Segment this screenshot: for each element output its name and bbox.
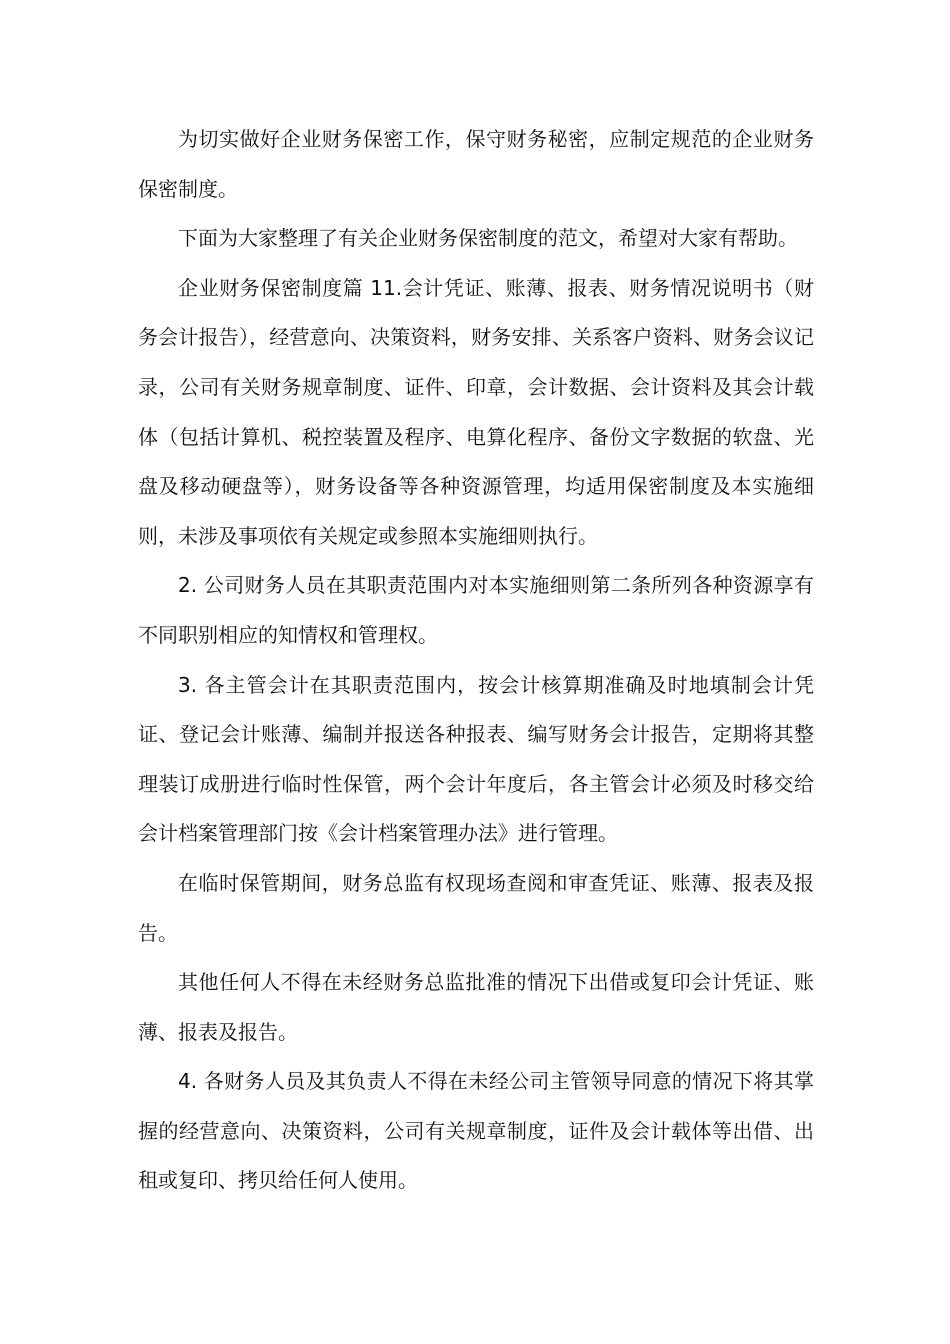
document-body	[138, 115, 814, 1206]
paragraph-item-2: 2. 公司财务人员在其职责范围内对本实施细则第二条所列各种资源享有不同职别相应的知情权和管理权。	[138, 573, 814, 647]
paragraph-summary: 下面为大家整理了有关企业财务保密制度的范文，希望对大家有帮助。	[178, 226, 798, 251]
paragraph-item-3-detail-b: 其他任何人不得在未经财务总监批准的情况下出借或复印会计凭证、账薄、报表及报告。	[138, 970, 814, 1044]
paragraph-item-1: 企业财务保密制度篇 11.会计凭证、账薄、报表、财务情况说明书（财务会计报告），经营意向、决策资料，财务安排、关系客户资料、财务会议记录，公司有关财务规章制度、证件、印章，会计数据、会计资料及其会计载体（包括计算机、税控装置及程序、电算化程序、备份文字数据的软盘、光盘及移动硬盘等），财务设备等各种资源管理，均适用保密制度及本实施细则，未涉及事项依有关规定或参照本实施细则执行。	[138, 275, 814, 548]
paragraph-item-3: 3. 各主管会计在其职责范围内，按会计核算期准确及时地填制会计凭证、登记会计账薄、编制并报送各种报表、编写财务会计报告，定期将其整理装订成册进行临时性保管，两个会计年度后，各主管会计必须及时移交给会计档案管理部门按《会计档案管理办法》进行管理。	[138, 672, 814, 846]
paragraph-intro: 为切实做好企业财务保密工作，保守财务秘密，应制定规范的企业财务保密制度。	[138, 127, 814, 201]
paragraph-item-4: 4. 各财务人员及其负责人不得在未经公司主管领导同意的情况下将其掌握的经营意向、决策资料，公司有关规章制度，证件及会计载体等出借、出租或复印、拷贝给任何人使用。	[138, 1069, 814, 1193]
paragraph-item-3-detail-a: 在临时保管期间，财务总监有权现场查阅和审查凭证、账薄、报表及报告。	[138, 870, 814, 945]
